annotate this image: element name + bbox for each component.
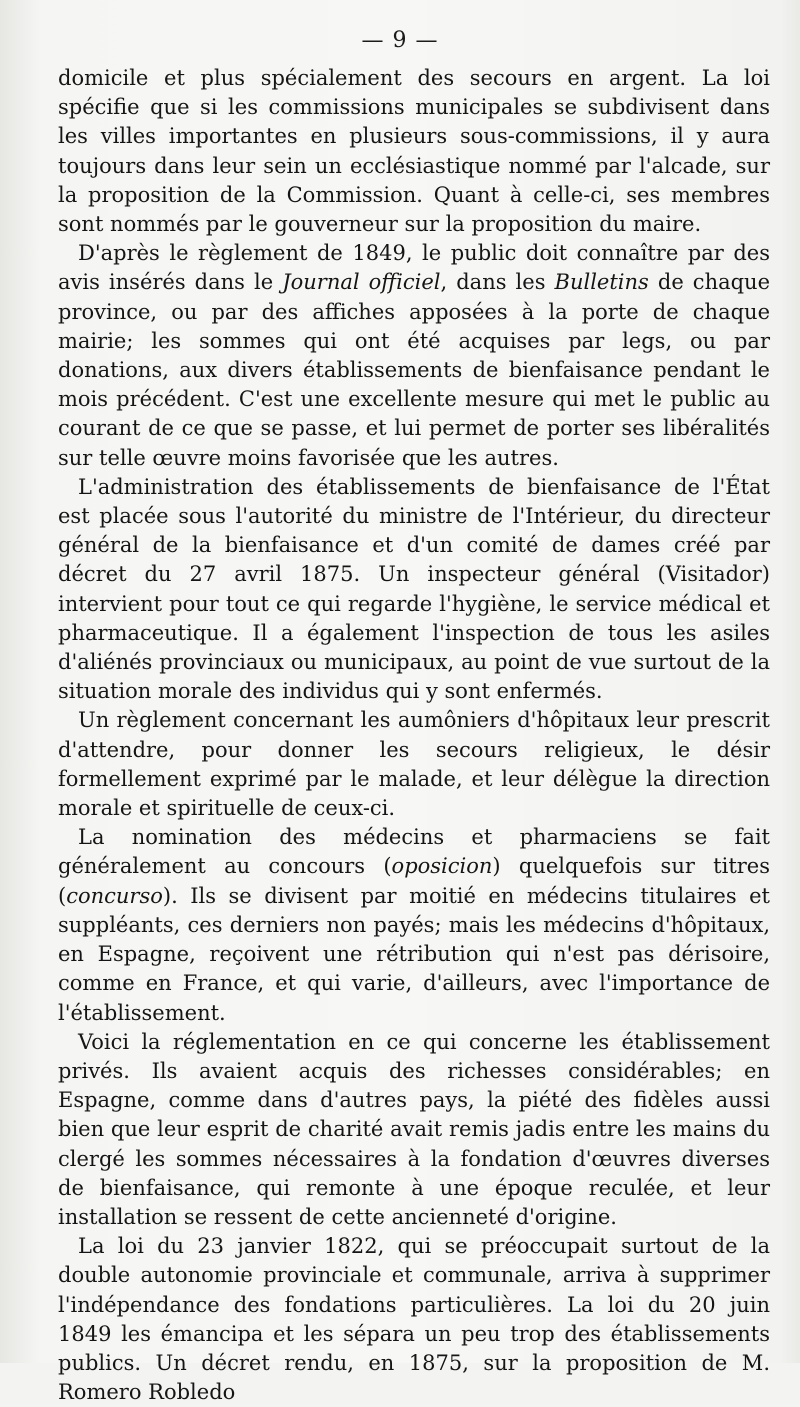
body-text: [58, 64, 770, 1407]
text-segment: Voici la réglementation en ce qui concerne les établissement privés. Ils avaient acquis des richesses considérables; en Espagne, comme dans d'autres pays, la piété des fidèles aussi bien que leur esprit de charité avait remis jadis entre les mains du clergé les sommes nécessaires à la fondation d'œuvres diverses de bienfaisance, qui remonte à une époque reculée, et leur installation se ressent de cette ancienneté d'origine.: [58, 1029, 770, 1229]
text-segment: de chaque province, ou par des affiches apposées à la porte de chaque mairie; les sommes qui ont été acquises par legs, ou par donations, aux divers établissements de bienfaisance pendant le mois précédent. C'est une excellente mesure qui met le public au courant de ce que se passe, et lui permet de porter ses libéralités sur telle œuvre moins favorisée que les autres.: [58, 270, 771, 470]
italic-text: Bulletins: [554, 270, 649, 295]
text-segment: ) quelquefois sur titres (: [58, 854, 771, 908]
text-segment: , dans les: [440, 270, 555, 295]
italic-text: oposicion: [391, 854, 493, 879]
text-segment: Un règlement concernant les aumôniers d'hôpitaux leur prescrit d'attendre, pour donner les secours religieux, le désir formellement exprimé par le malade, et leur délègue la direction morale et spirituelle de ceux-ci.: [58, 708, 770, 821]
text-segment: domicile et plus spécialement des secours en argent. La loi spécifie que si les commissions municipales se subdivisent dans les villes importantes en plusieurs sous-commissions, il y aura toujours dans leur sein un ecclésiastique nommé par l'alcade, sur la proposition de la Commission. Quant à celle-ci, ses membres sont nommés par le gouverneur sur la proposition du maire.: [58, 66, 770, 237]
text-segment: La nomination des médecins et pharmaciens se fait généralement au concours (: [58, 825, 770, 879]
paragraph: [58, 706, 770, 823]
paragraph: [58, 1232, 770, 1407]
italic-text: concurso: [66, 883, 163, 908]
paragraph: [58, 239, 770, 473]
text-segment: D'après le règlement de 1849, le public doit connaître par des avis insérés dans le: [58, 241, 770, 295]
paragraph: [58, 64, 770, 239]
paragraph: [58, 1028, 770, 1232]
text-segment: ). Ils se divisent par moitié en médecins titulaires et suppléants, ces derniers non payés; mais les médecins d'hôpitaux, en Espagne, reçoivent une rétribution qui n'est pas dérisoire, comme en France, et qui varie, d'ailleurs, avec l'importance de l'établissement.: [58, 883, 770, 1025]
text-segment: L'administration des établissements de bienfaisance de l'État est placée sous l'autorité du ministre de l'Intérieur, du directeur général de la bienfaisance et d'un comité de dames créé par décret du 27 avril 1875. Un inspecteur général (Visitador) intervient pour tout ce qui regarde l'hygiène, le service médical et pharmaceutique. Il a également l'inspection de tous les asiles d'aliénés provinciaux ou municipaux, au point de vue surtout de la situation morale des individus qui y sont enfermés.: [58, 474, 770, 704]
italic-text: Journal officiel: [282, 270, 441, 295]
paragraph: [58, 473, 770, 707]
text-segment: La loi du 23 janvier 1822, qui se préoccupait surtout de la double autonomie provinciale et communale, arriva à supprimer l'indépendance des fondations particulières. La loi du 20 juin 1849 les émancipa et les sépara un peu trop des établissements publics. Un décret rendu, en 1875, sur la proposition de M. Romero Robledo: [58, 1234, 770, 1405]
page-number: — 9 —: [361, 28, 439, 53]
paragraph: [58, 823, 770, 1027]
